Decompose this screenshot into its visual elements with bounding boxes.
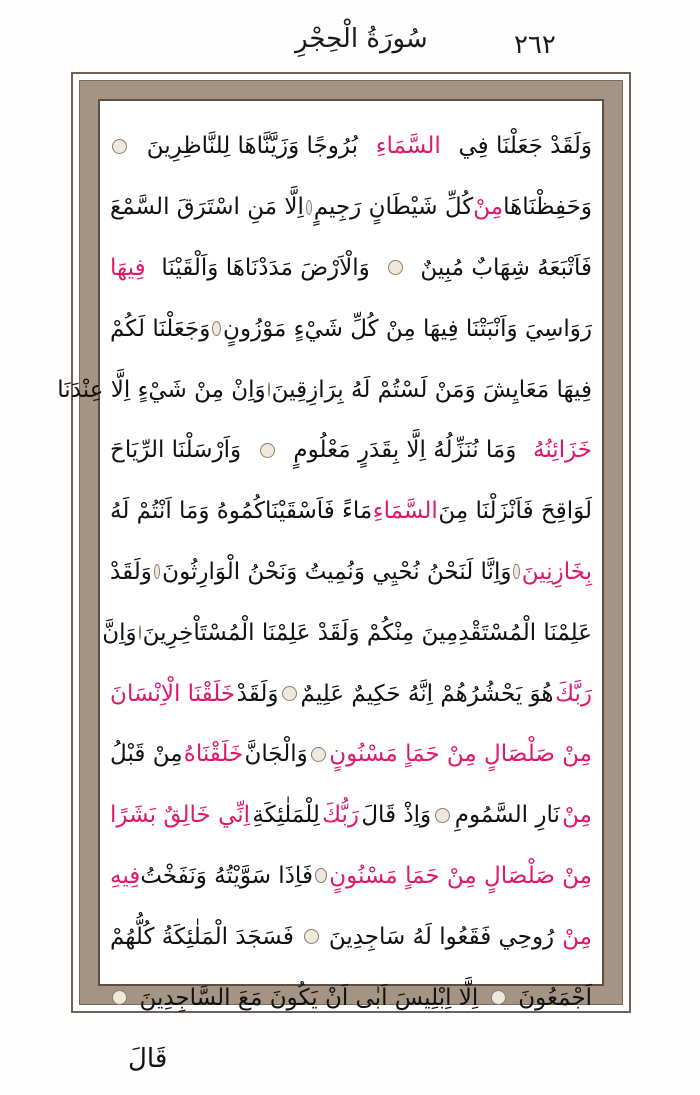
highlighted-word: مِنْ <box>562 923 592 950</box>
highlighted-word: رَبَّكَ <box>555 680 592 707</box>
verse-text: وَجَعَلْنَا لَكُمْ <box>110 315 211 342</box>
highlighted-word: فِيهَا <box>110 254 146 281</box>
verse-text: بُرُوجًا وَزَيَّنَّاهَا لِلنَّاظِرِينَ <box>146 133 358 160</box>
text-line <box>110 238 592 299</box>
ayah-marker-icon <box>315 868 327 883</box>
verse-text: اَجْمَعُونَ <box>518 984 592 1011</box>
page-header <box>0 0 700 72</box>
ayah-marker-icon <box>491 990 506 1005</box>
highlighted-word: خَلَقْنَا الْاِنْسَانَ <box>110 680 236 707</box>
verse-text: نَارِ السَّمُومِ <box>454 802 560 829</box>
ayah-marker-icon <box>139 625 141 640</box>
verse-text: اِلَّا مَنِ اسْتَرَقَ السَّمْعَ <box>110 194 304 221</box>
text-line <box>110 906 592 967</box>
verse-text: وَاَرْسَلْنَا الرِّيَاحَ <box>110 437 242 464</box>
verse-text: وَمَا نُنَزِّلُهُ اِلَّا بِقَدَرٍ مَعْلُومٍ <box>293 437 517 464</box>
verse-text: رَوَاسِيَ وَاَنْبَتْنَا فِيهَا مِنْ كُلِّ شَيْءٍ مَوْزُونٍ <box>223 315 592 342</box>
verse-text: مَاءً فَاَسْقَيْنَاكُمُوهُ وَمَا اَنْتُمْ لَهُ <box>110 498 373 525</box>
text-line <box>110 724 592 785</box>
ayah-marker-icon <box>388 260 403 275</box>
text-line <box>110 177 592 238</box>
highlighted-word: السَّمَاءِ <box>375 133 441 160</box>
verse-text: وَالْاَرْضَ مَدَدْنَاهَا وَاَلْقَيْنَا <box>161 254 370 281</box>
highlighted-word: رَبُّكَ <box>322 802 360 829</box>
verse-text: رُوحِي فَقَعُوا لَهُ سَاجِدِينَ <box>328 923 555 950</box>
text-line <box>110 298 592 359</box>
text-line <box>102 602 592 663</box>
highlighted-word: مِنْ صَلْصَالٍ مِنْ حَمَاٍ مَسْنُونٍ <box>329 741 592 768</box>
text-line <box>110 846 592 907</box>
verse-text: وَاِنَّا لَنَحْنُ نُحْيِي وَنُمِيتُ وَنَحْنُ الْوَارِثُونَ <box>162 558 512 585</box>
ayah-marker-icon <box>260 443 275 458</box>
text-line <box>110 542 592 603</box>
page-number: ٢٦٢ <box>514 30 556 60</box>
verse-text: فَاِذَا سَوَّيْتُهُ وَنَفَخْتُ <box>140 862 313 889</box>
text-line <box>110 116 592 177</box>
verse-text: وَاِنَّ <box>102 619 137 646</box>
text-line <box>110 785 592 846</box>
ayah-marker-icon <box>112 990 127 1005</box>
surah-title: سُورَةُ الْحِجْرِ <box>295 24 428 54</box>
ayah-marker-icon <box>112 139 127 154</box>
ayah-marker-icon <box>154 564 160 579</box>
text-line <box>110 481 592 542</box>
verse-text: وَلَقَدْ <box>110 558 152 585</box>
text-line <box>110 663 592 724</box>
ayah-marker-icon <box>306 200 312 215</box>
verse-text: كُلِّ شَيْطَانٍ رَجِيمٍ <box>313 194 474 221</box>
highlighted-word: خَزَائِنُهُ <box>533 437 592 464</box>
ayah-marker-icon <box>513 564 519 579</box>
ayah-marker-icon <box>282 686 297 701</box>
catchword: قَالَ <box>128 1044 168 1074</box>
highlighted-word: فِيهِ <box>110 862 141 889</box>
verse-text: فِيهَا مَعَايِشَ وَمَنْ لَسْتُمْ لَهُ بِرَازِقِينَ <box>271 376 592 403</box>
highlighted-word: مِنْ <box>473 194 504 221</box>
verse-text: هُوَ يَحْشُرُهُمْ اِنَّهُ حَكِيمٌ عَلِيمٌ <box>300 680 554 707</box>
highlighted-word: اِنِّي خَالِقٌ بَشَرًا <box>110 802 251 829</box>
verse-text: لِلْمَلٰئِكَةِ <box>252 802 320 829</box>
highlighted-word: السَّمَاءِ <box>372 498 438 525</box>
highlighted-word: خَلَقْنَاهُ <box>183 741 244 768</box>
verse-text: وَلَقَدْ جَعَلْنَا فِي <box>458 133 592 160</box>
ayah-marker-icon <box>435 808 450 823</box>
ayah-marker-icon <box>304 929 319 944</box>
verse-text: اِلَّا اِبْلِيسَ اَبٰى اَنْ يَكُونَ مَعَ السَّاجِدِينَ <box>139 984 479 1011</box>
highlighted-word: بِخَازِنِينَ <box>521 558 592 585</box>
verse-text: وَاِنْ مِنْ شَيْءٍ اِلَّا عِنْدَنَا <box>57 376 266 403</box>
ayah-marker-icon <box>212 321 221 336</box>
quran-text-block <box>57 116 592 1011</box>
text-line <box>110 420 592 481</box>
verse-text: مِنْ قَبْلُ <box>110 741 183 768</box>
text-line <box>110 967 592 1028</box>
verse-text: وَلَقَدْ <box>236 680 279 707</box>
text-line <box>57 359 592 420</box>
ayah-marker-icon <box>311 747 326 762</box>
verse-text: وَحَفِظْنَاهَا <box>503 194 592 221</box>
verse-text: وَالْجَانَّ <box>244 741 308 768</box>
verse-text: فَسَجَدَ الْمَلٰئِكَةُ كُلُّهُمْ <box>110 923 294 950</box>
verse-text: عَلِمْنَا الْمُسْتَقْدِمِينَ مِنْكُمْ وَلَقَدْ عَلِمْنَا الْمُسْتَاْخِرِينَ <box>142 619 592 646</box>
verse-text: وَاِذْ قَالَ <box>361 802 432 829</box>
highlighted-word: مِنْ <box>562 802 592 829</box>
ayah-marker-icon <box>268 382 270 397</box>
verse-text: فَاَتْبَعَهُ شِهَابٌ مُبِينٌ <box>420 254 592 281</box>
highlighted-word: مِنْ صَلْصَالٍ مِنْ حَمَاٍ مَسْنُونٍ <box>329 862 592 889</box>
verse-text: لَوَاقِحَ فَاَنْزَلْنَا مِنَ <box>438 498 592 525</box>
